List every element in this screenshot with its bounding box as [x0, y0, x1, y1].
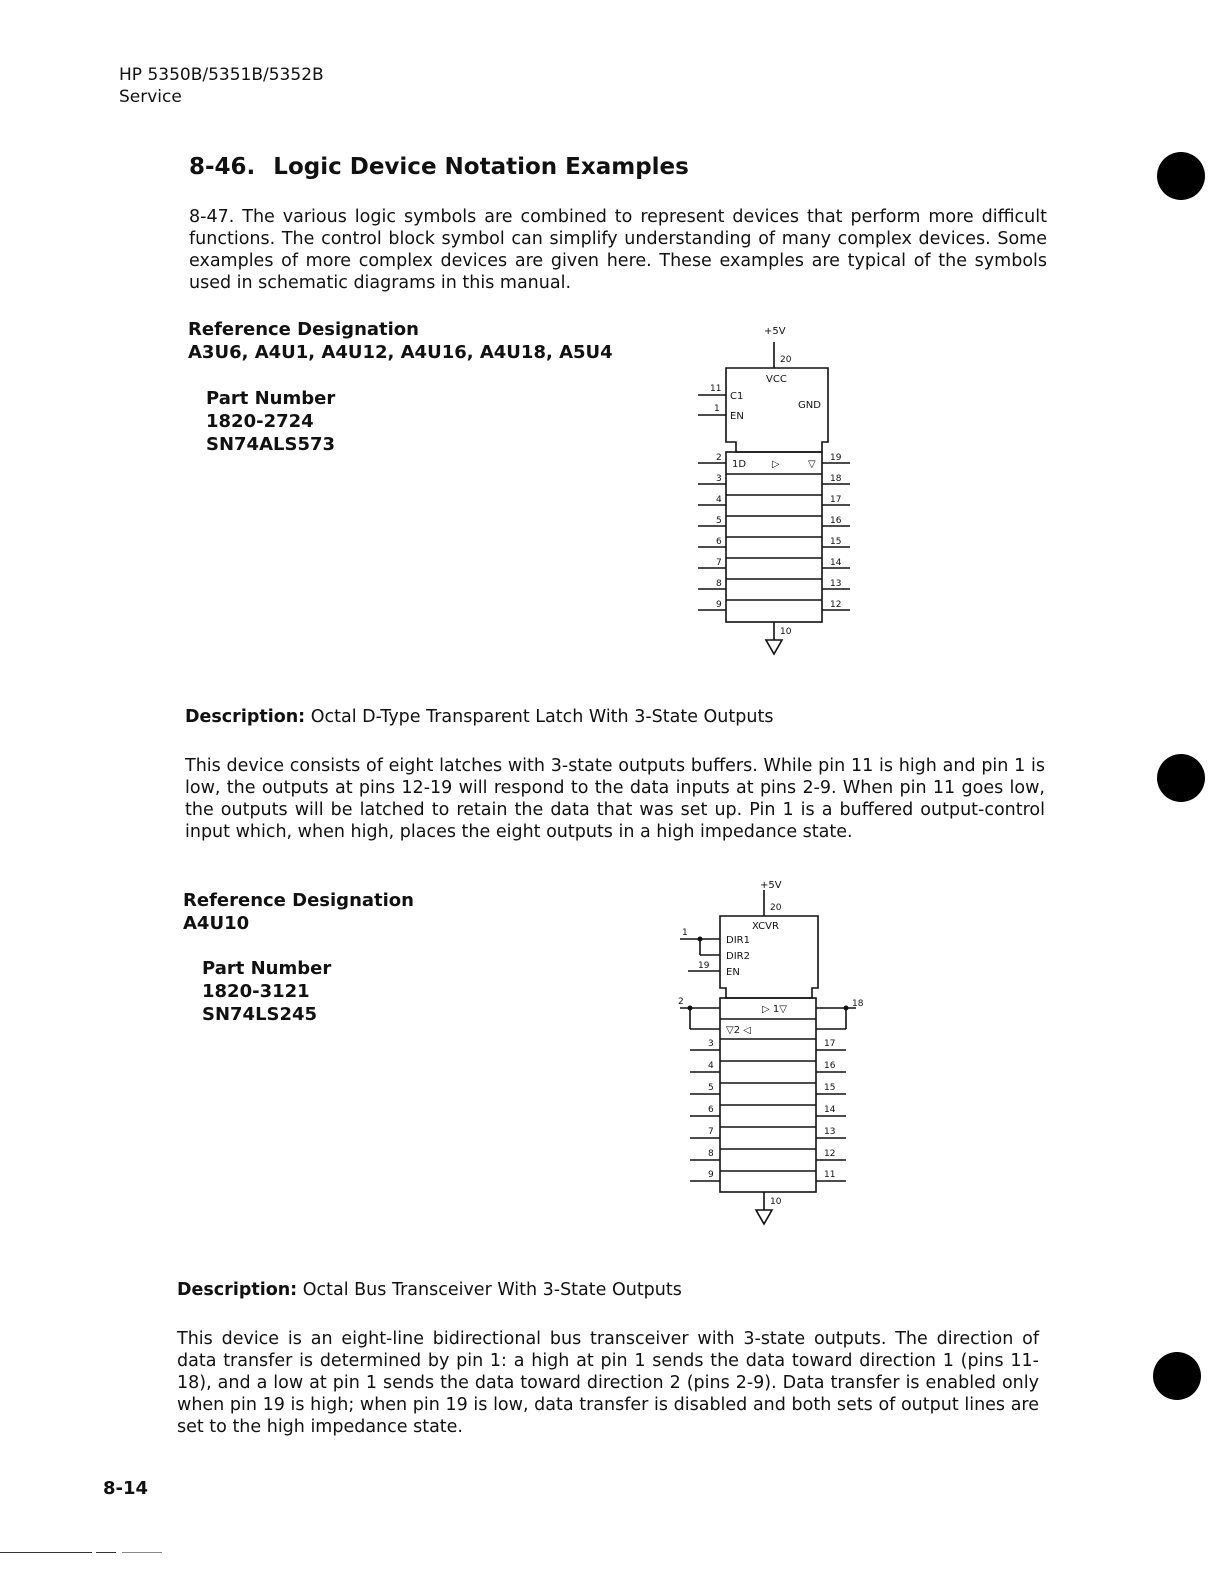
device1-desc-value: Octal D-Type Transparent Latch With 3-State Outputs — [310, 707, 774, 727]
d1-ctrl-en: EN — [730, 411, 744, 422]
device2-body: This device is an eight-line bidirectional bus transceiver with 3-state outputs. The direction of data transfer is determined by pin 1: a high at pin 1 sends the data toward direction 1 (pins 11-18), and a low at pin 1 sends the data toward direction 2 (pins 2-9). Data transfer is enabled only when pin 19 is high; when pin 19 is low, data transfer is disabled and both sets of output lines are set to the high impedance state. — [177, 1329, 1039, 1437]
device1-ref — [188, 318, 613, 364]
d1-ctrl-pin-11: 11 — [710, 384, 722, 394]
d1-vcc: VCC — [766, 374, 787, 385]
d2-xcvr: XCVR — [752, 921, 779, 932]
device2-ref-value: A4U10 — [183, 913, 250, 934]
d2-in-pin: 4 — [708, 1061, 714, 1071]
d2-supply: +5V — [760, 880, 782, 891]
punch-hole-middle — [1157, 754, 1205, 802]
d1-first-label: 1D — [732, 459, 747, 470]
d1-vcc-pin: 20 — [780, 355, 792, 365]
d1-in-pin: 9 — [716, 600, 722, 610]
d2-in-pin: 7 — [708, 1127, 714, 1137]
d2-in-pin: 2 — [678, 997, 684, 1007]
d2-in-pin: 9 — [708, 1170, 714, 1180]
d2-out-pin: 15 — [824, 1083, 836, 1093]
device2-part-number: 1820-3121 — [202, 981, 310, 1002]
d1-out-pin: 12 — [830, 600, 842, 610]
d1-supply: +5V — [764, 326, 786, 337]
header-section: Service — [119, 87, 182, 107]
device2-ref — [183, 889, 414, 935]
d2-in-pin: 6 — [708, 1105, 714, 1115]
d2-dir1-sym: ▷ 1▽ — [762, 1004, 787, 1015]
d2-vcc-pin: 20 — [770, 903, 782, 913]
running-header — [119, 64, 324, 108]
device1-part-label: Part Number — [206, 388, 336, 409]
header-model: HP 5350B/5351B/5352B — [119, 65, 324, 85]
d2-in-pin: 3 — [708, 1039, 714, 1049]
device1-description — [185, 707, 773, 727]
device2-description — [177, 1280, 682, 1300]
d1-out-pin: 15 — [830, 537, 842, 547]
device2-desc-value: Octal Bus Transceiver With 3-State Outputs — [302, 1280, 682, 1300]
d2-ctrl-pin-19: 19 — [698, 961, 710, 971]
d2-gnd-pin: 10 — [770, 1197, 782, 1207]
d1-in-pin: 8 — [716, 579, 722, 589]
footer-rule — [122, 1552, 162, 1553]
d2-ctrl-pin-1: 1 — [682, 928, 688, 938]
d2-ctrl-en: EN — [726, 967, 740, 978]
d1-out-pin: 18 — [830, 474, 842, 484]
d1-out-pin: 17 — [830, 495, 842, 505]
d2-in-pin: 5 — [708, 1083, 714, 1093]
d2-out-pin: 17 — [824, 1039, 836, 1049]
device2-part-name: SN74LS245 — [202, 1004, 318, 1025]
d1-tri-right: ▷ — [772, 459, 780, 470]
d2-ctrl-dir2: DIR2 — [726, 951, 750, 962]
d1-out-pin: 16 — [830, 516, 842, 526]
d2-out-pin: 11 — [824, 1170, 836, 1180]
d1-out-pin: 19 — [830, 453, 842, 463]
d1-ctrl-c1: C1 — [730, 391, 744, 402]
d2-out-pin: 18 — [852, 999, 864, 1009]
device1-body: This device consists of eight latches with 3-state outputs buffers. While pin 11 is high and pin 1 is low, the outputs at pins 12-19 will respond to the data inputs at pins 2-9. When pin 11 goes low, the outputs will be latched to retain the data that was set up. Pin 1 is a buffered output-control input which, when high, places the eight outputs in a high impedance state. — [185, 756, 1045, 842]
section-title-text: Logic Device Notation Examples — [273, 154, 689, 180]
section-number: 8-46. — [189, 154, 256, 180]
device2-logic-symbol — [670, 876, 870, 1236]
d1-ctrl-pin-1: 1 — [714, 404, 720, 414]
d2-in-pin: 8 — [708, 1149, 714, 1159]
footer-rule — [96, 1552, 116, 1553]
device1-desc-label: Description: — [185, 707, 306, 727]
d1-out-pin: 13 — [830, 579, 842, 589]
device1-part-name: SN74ALS573 — [206, 434, 336, 455]
d1-gnd: GND — [798, 400, 821, 411]
punch-hole-top — [1157, 152, 1205, 200]
d1-in-pin: 7 — [716, 558, 722, 568]
d1-in-pin: 4 — [716, 495, 722, 505]
page-number: 8-14 — [103, 1478, 149, 1499]
footer-rule — [0, 1552, 92, 1553]
d1-gnd-pin: 10 — [780, 627, 792, 637]
device1-logic-symbol — [690, 320, 870, 665]
d1-in-pin: 6 — [716, 537, 722, 547]
d2-out-pin: 16 — [824, 1061, 836, 1071]
device2-desc-label: Description: — [177, 1280, 298, 1300]
d2-dir2-sym: ▽2 ◁ — [726, 1025, 751, 1036]
d2-out-pin: 12 — [824, 1149, 836, 1159]
device2-part — [202, 957, 331, 1026]
intro-paragraph: 8-47. The various logic symbols are combined to represent devices that perform more difficult functions. The control block symbol can simplify understanding of many complex devices. Some examples of more complex devices are given here. These examples are typical of the symbols used in schematic diagrams in this manual. — [189, 207, 1047, 293]
section-title — [189, 154, 689, 180]
d2-out-pin: 14 — [824, 1105, 836, 1115]
punch-hole-bottom — [1153, 1352, 1201, 1400]
device2-part-label: Part Number — [202, 958, 332, 979]
device1-part-number: 1820-2724 — [206, 411, 314, 432]
device1-ref-label: Reference Designation — [188, 319, 419, 340]
d1-out-pin: 14 — [830, 558, 842, 568]
d2-out-pin: 13 — [824, 1127, 836, 1137]
d1-in-pin: 2 — [716, 453, 722, 463]
device1-part — [206, 387, 335, 456]
d2-ctrl-dir1: DIR1 — [726, 935, 750, 946]
device2-ref-label: Reference Designation — [183, 890, 414, 911]
d1-out-sym: ▽ — [808, 459, 816, 470]
d1-in-pin: 3 — [716, 474, 722, 484]
device1-ref-value: A3U6, A4U1, A4U12, A4U16, A4U18, A5U4 — [188, 342, 613, 363]
d1-in-pin: 5 — [716, 516, 722, 526]
